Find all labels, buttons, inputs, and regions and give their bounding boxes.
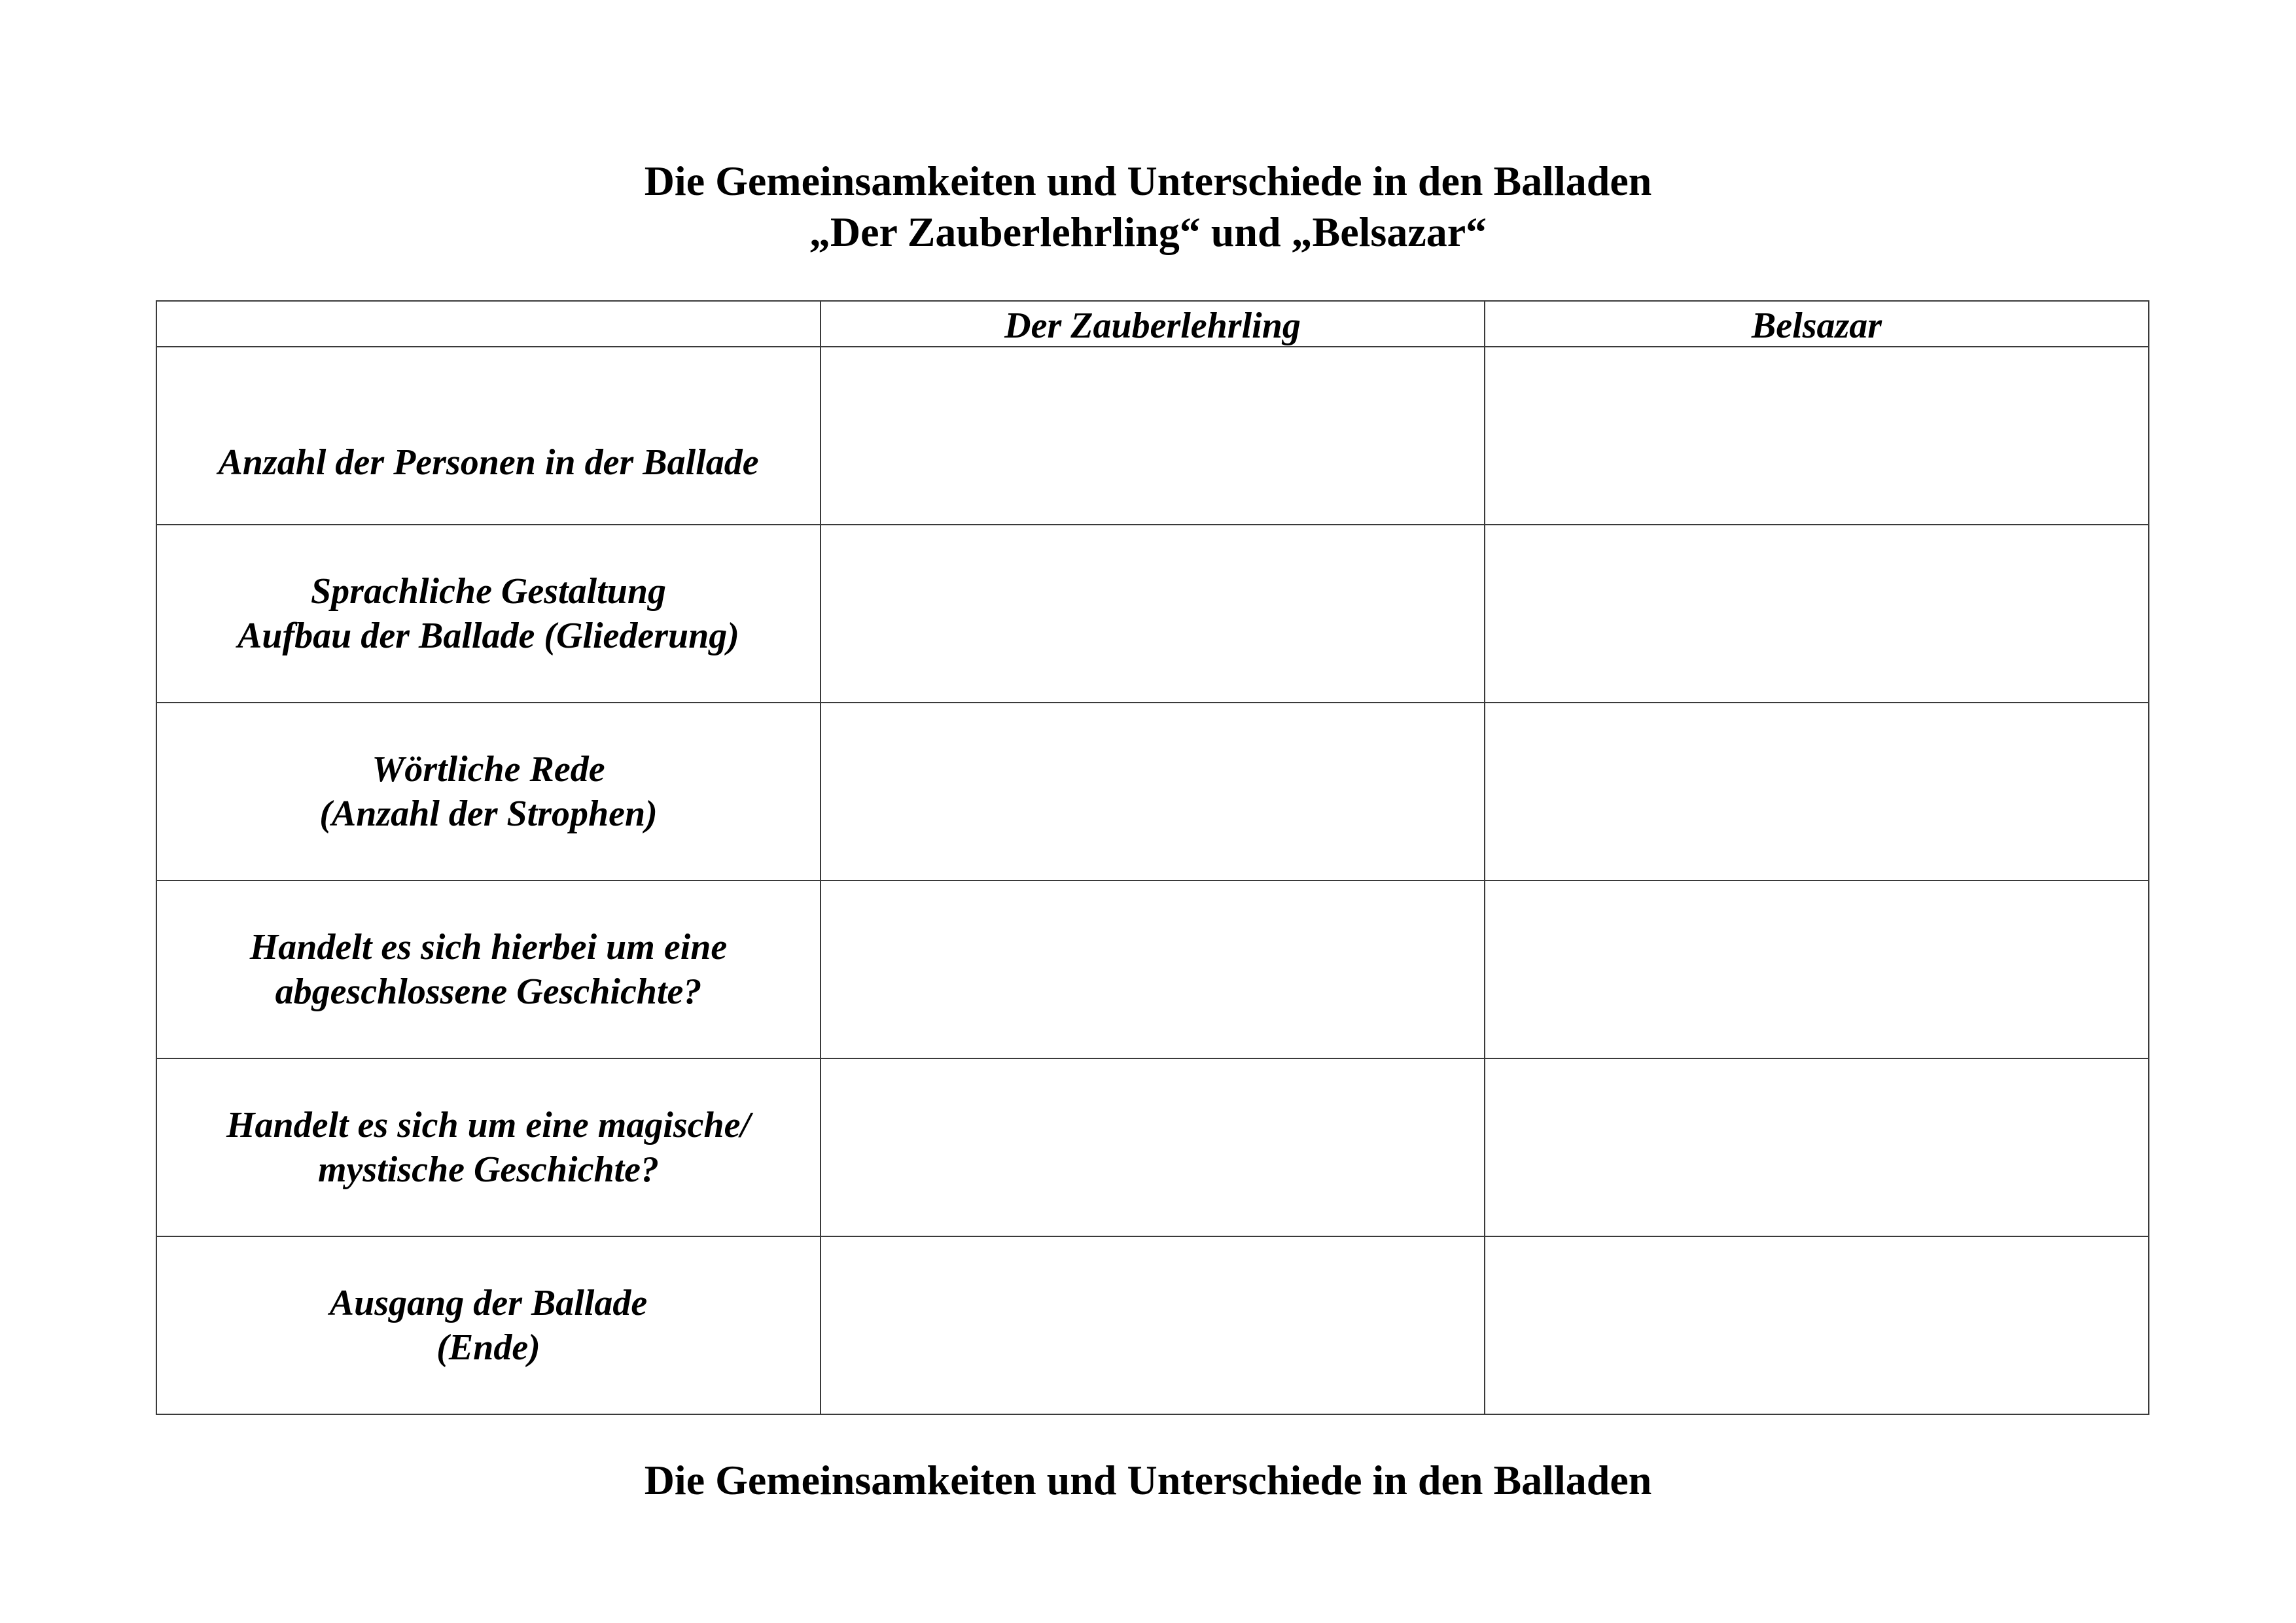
row-label-anzahl-personen bbox=[156, 347, 821, 525]
header-zauberlehrling: Der Zauberlehrling bbox=[821, 301, 1485, 347]
page-title-line-2: „Der Zauberlehrling“ und „Belsazar“ bbox=[809, 209, 1487, 255]
row-label-line: Handelt es sich um eine magische/ bbox=[226, 1105, 751, 1145]
answer-cell-belsazar[interactable] bbox=[1485, 1236, 2149, 1414]
answer-cell-zauberlehrling[interactable] bbox=[821, 347, 1485, 525]
footer-title: Die Gemeinsamkeiten und Unterschiede in den Balladen bbox=[644, 1457, 1652, 1503]
answer-cell-zauberlehrling[interactable] bbox=[821, 703, 1485, 881]
row-label-line: Sprachliche Gestaltung bbox=[311, 571, 666, 612]
table-row bbox=[156, 881, 2149, 1058]
answer-cell-belsazar[interactable] bbox=[1485, 1058, 2149, 1236]
table-row bbox=[156, 1236, 2149, 1414]
row-label-line: (Ende) bbox=[436, 1327, 540, 1368]
answer-cell-belsazar[interactable] bbox=[1485, 347, 2149, 525]
header-empty-cell bbox=[156, 301, 821, 347]
row-label-line: (Anzahl der Strophen) bbox=[319, 794, 658, 834]
table-row bbox=[156, 703, 2149, 881]
answer-cell-zauberlehrling[interactable] bbox=[821, 1058, 1485, 1236]
table-row bbox=[156, 347, 2149, 525]
row-label-line: Aufbau der Ballade (Gliederung) bbox=[238, 616, 739, 656]
row-label-ausgang-ballade bbox=[156, 1236, 821, 1414]
row-label-line: Anzahl der Personen in der Ballade bbox=[218, 442, 759, 483]
answer-cell-belsazar[interactable] bbox=[1485, 881, 2149, 1058]
table-header-row bbox=[156, 301, 2149, 347]
row-label-magische-geschichte bbox=[156, 1058, 821, 1236]
table-row bbox=[156, 1058, 2149, 1236]
row-label-line: Ausgang der Ballade bbox=[329, 1283, 648, 1323]
header-belsazar: Belsazar bbox=[1485, 301, 2149, 347]
page-title bbox=[0, 156, 2296, 258]
page-title-line-1: Die Gemeinsamkeiten und Unterschiede in den Balladen bbox=[644, 158, 1652, 204]
answer-cell-zauberlehrling[interactable] bbox=[821, 881, 1485, 1058]
row-label-line: abgeschlossene Geschichte? bbox=[275, 971, 702, 1012]
row-label-line: Handelt es sich hierbei um eine bbox=[249, 927, 728, 968]
row-label-line: Wörtliche Rede bbox=[372, 749, 605, 790]
table-row bbox=[156, 525, 2149, 703]
answer-cell-belsazar[interactable] bbox=[1485, 703, 2149, 881]
comparison-table bbox=[156, 300, 2149, 1415]
answer-cell-belsazar[interactable] bbox=[1485, 525, 2149, 703]
row-label-woertliche-rede bbox=[156, 703, 821, 881]
row-label-sprachliche-gestaltung bbox=[156, 525, 821, 703]
row-label-abgeschlossene-geschichte bbox=[156, 881, 821, 1058]
answer-cell-zauberlehrling[interactable] bbox=[821, 525, 1485, 703]
answer-cell-zauberlehrling[interactable] bbox=[821, 1236, 1485, 1414]
row-label-line: mystische Geschichte? bbox=[317, 1149, 660, 1190]
